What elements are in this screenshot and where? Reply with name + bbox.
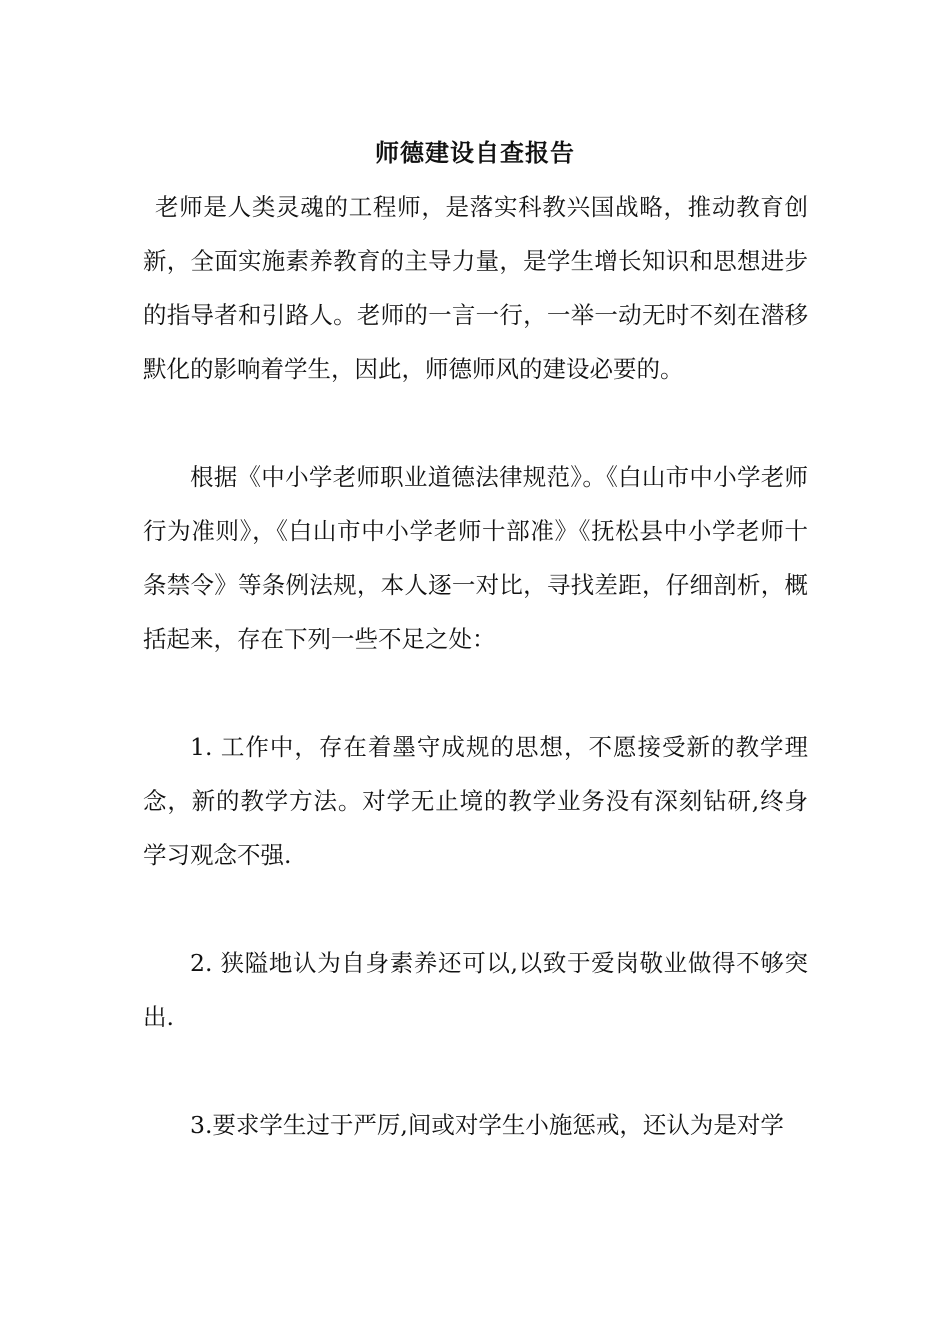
paragraph-item-2: 2. 狭隘地认为自身素养还可以,以致于爱岗敬业做得不够突出. [143,949,808,1031]
paragraph-basis: 根据《中小学老师职业道德法律规范》。《白山市中小学老师行为准则》，《白山市中小学老师十部准》《抚松县中小学老师十条禁令》等条例法规，本人逐一对比，寻找差距，仔细剖析，概括起来，存在下列一些不足之处： [143,463,808,653]
document-body [143,180,808,1206]
paragraph-item-1: 1. 工作中，存在着墨守成规的思想，不愿接受新的教学理念，新的教学方法。对学无止境的教学业务没有深刻钻研,终身学习观念不强. [143,733,808,869]
paragraph-item-3: 3.要求学生过于严厉,间或对学生小施惩戒，还认为是对学 [190,1111,784,1139]
paragraph-intro: 老师是人类灵魂的工程师，是落实科教兴国战略，推动教育创新，全面实施素养教育的主导力量，是学生增长知识和思想进步的指导者和引路人。老师的一言一行，一举一动无时不刻在潜移默化的影响着学生，因此，师德师风的建设必要的。 [143,193,808,383]
document-title: 师德建设自查报告 [375,138,575,167]
